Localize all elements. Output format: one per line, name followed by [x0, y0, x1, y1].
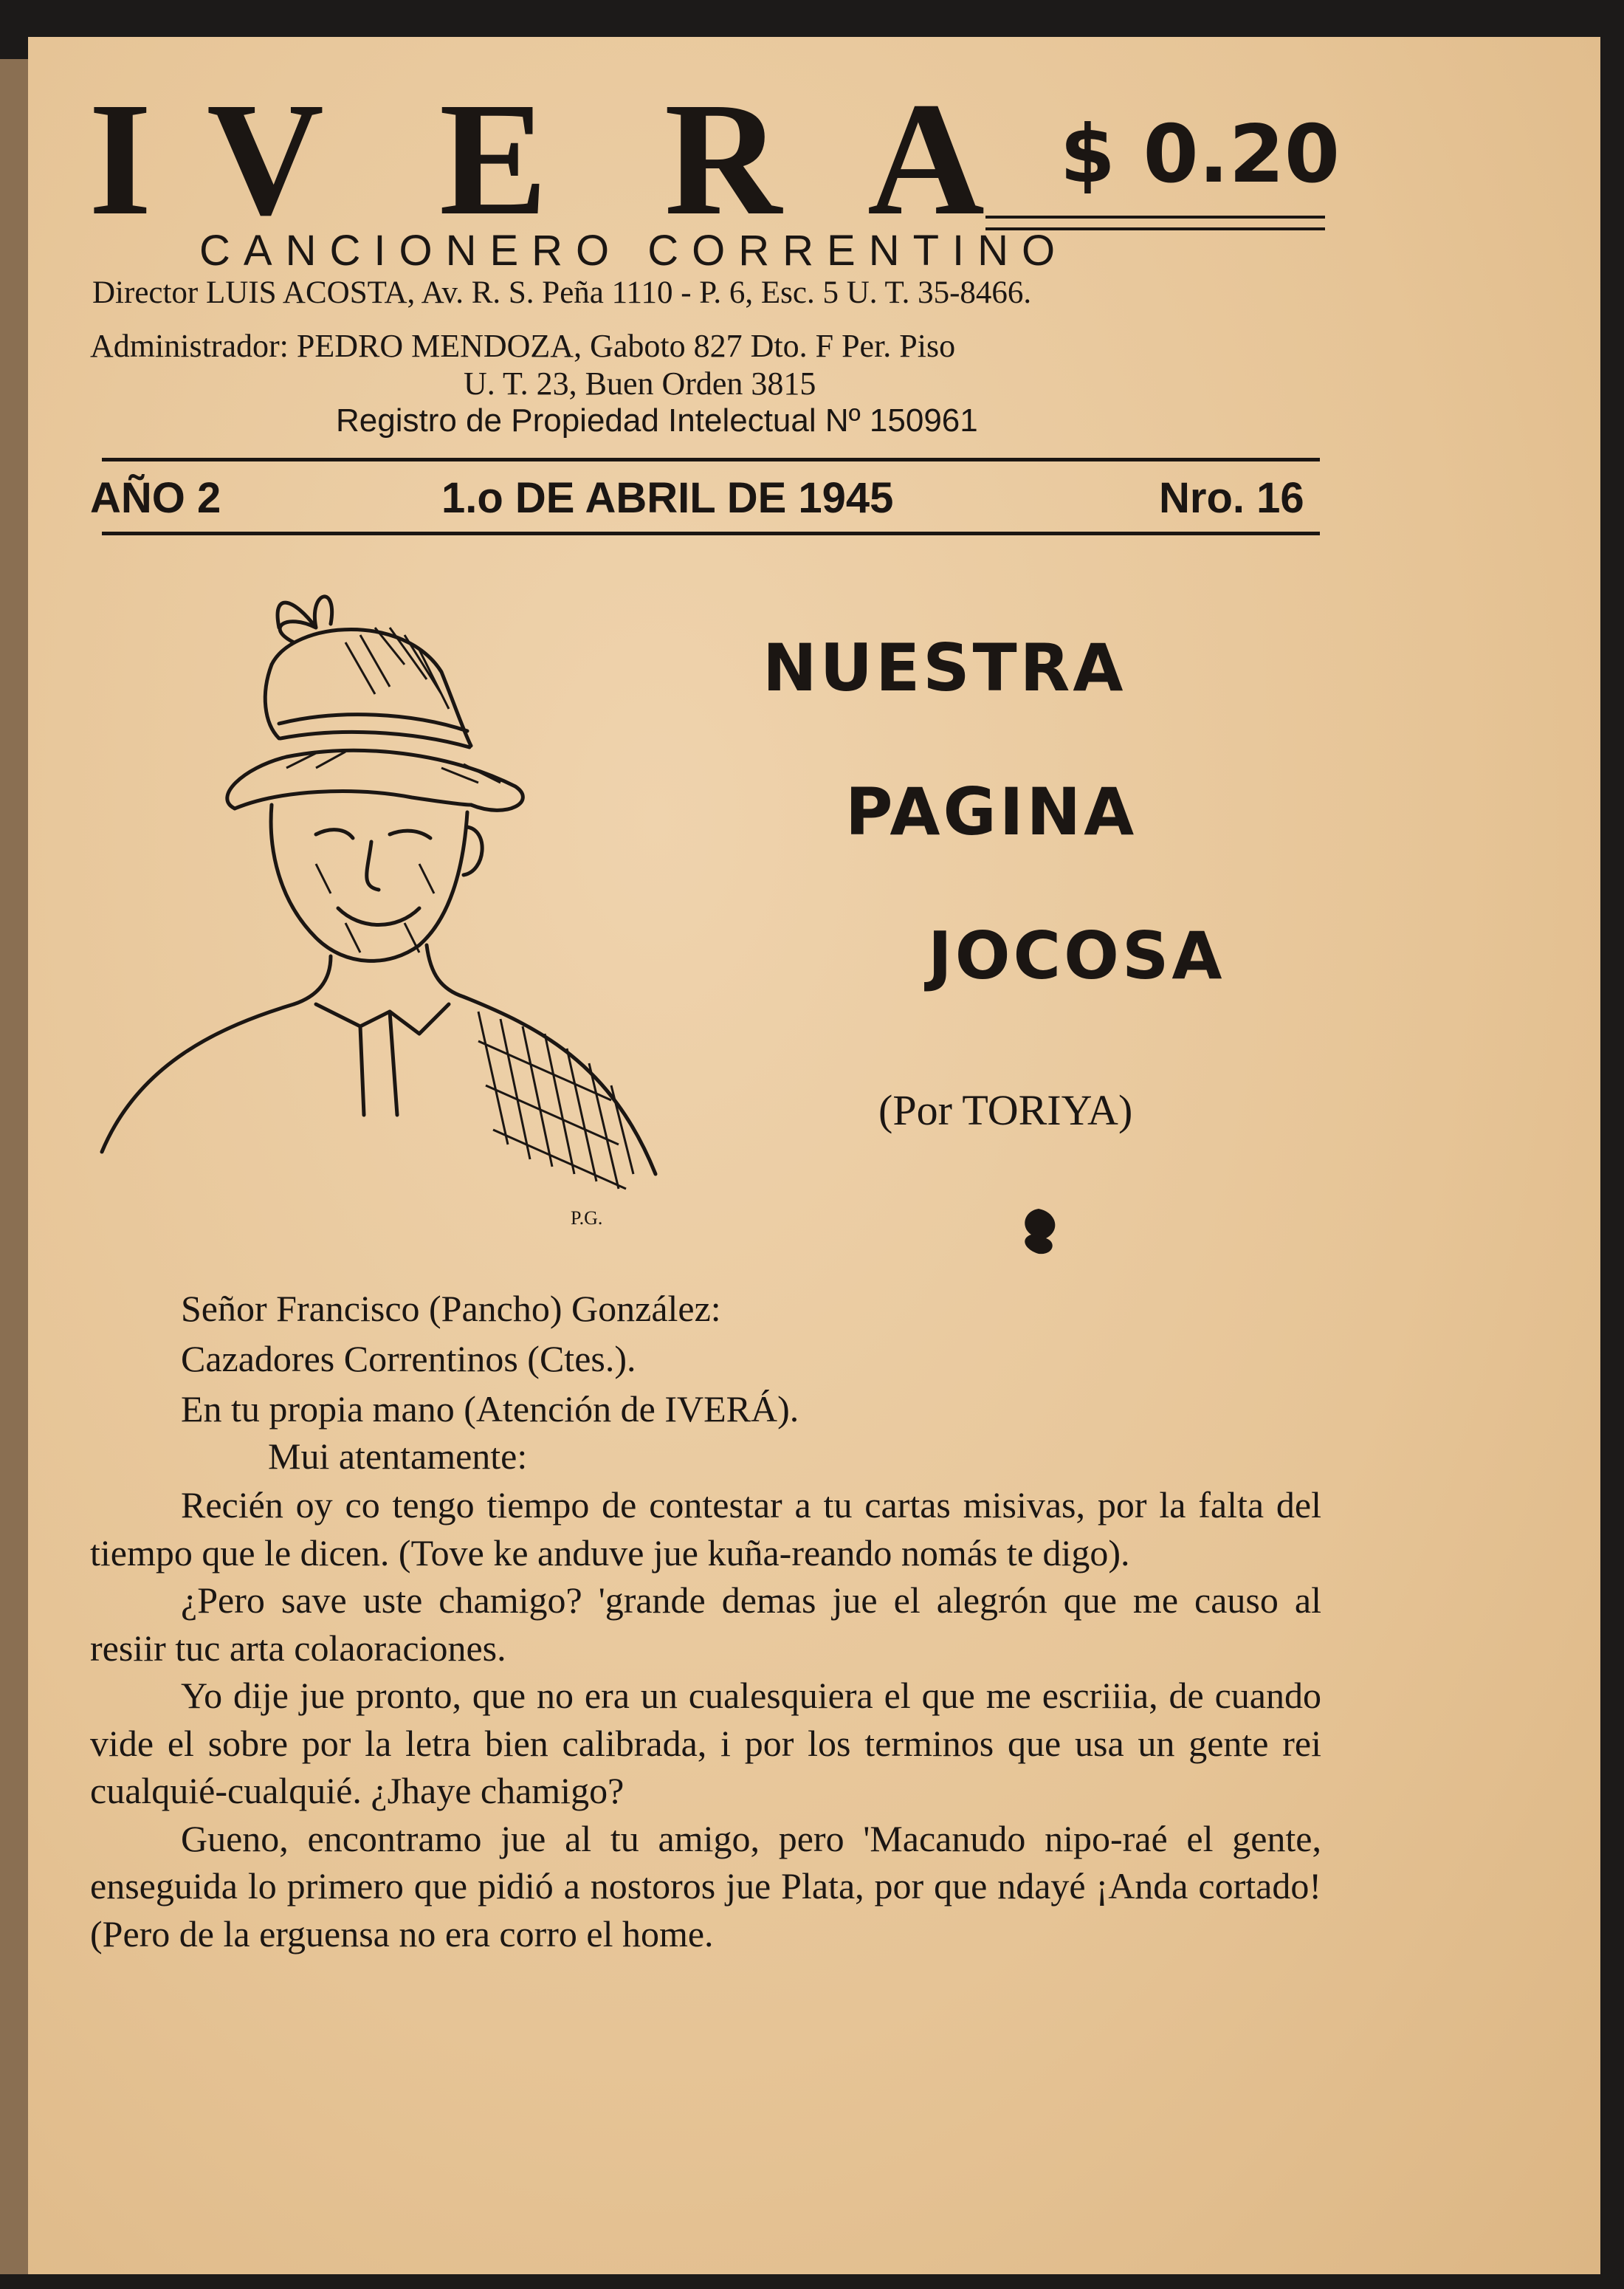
registro-line: Registro de Propiedad Intelectual Nº 150961: [336, 402, 978, 439]
paragraph: Yo dije jue pronto, que no era un cualesquiera el que me escriiia, de cuando vide el sobre por la letra bien calibrada, i por los terminos que usa un gente rei cualquié-cualquié. ¿Jhaye chamigo?: [90, 1675, 1321, 1811]
director-line: Director LUIS ACOSTA, Av. R. S. Peña 1110 - P. 6, Esc. 5 U. T. 35-8466.: [92, 275, 1032, 310]
administrador-line: Administrador: PEDRO MENDOZA, Gaboto 827 Dto. F Per. Piso: [90, 328, 956, 364]
address-line: En tu propia mano (Atención de IVERÁ).: [181, 1388, 799, 1430]
fleuron-icon: [1013, 1205, 1064, 1257]
binding-spine: [0, 59, 28, 2274]
title-letter: V: [207, 69, 324, 249]
header-rule-top: [102, 458, 1320, 461]
paragraph: Gueno, encontramo jue al tu amigo, pero 'Macanudo nipo-raé el gente, enseguida lo primero que pidió a nostoros jue Plata, por que ndayé ¡Anda cortado! (Pero de la erguensa no era corro el home.: [90, 1817, 1321, 1955]
title-letter: R: [664, 69, 782, 249]
masthead-subtitle: CANCIONERO CORRENTINO: [199, 227, 1069, 275]
issue-number: Nro. 16: [1159, 474, 1304, 522]
letter-body: [90, 1481, 1321, 1957]
title-letter: I: [89, 69, 152, 249]
paragraph: ¿Pero save uste chamigo? 'grande demas jue el alegrón que me causo al resiir tuc arta colaoraciones.: [90, 1579, 1321, 1669]
phone-line: U. T. 23, Buen Orden 3815: [464, 366, 816, 402]
address-line: Cazadores Correntinos (Ctes.).: [181, 1338, 636, 1379]
issue-year: AÑO 2: [90, 474, 221, 522]
title-letter: E: [439, 69, 548, 249]
paragraph: Recién oy co tengo tiempo de contestar a tu cartas misivas, por la falta del tiempo que le dicen. (Tove ke anduve jue kuña-reando nomás te digo).: [90, 1484, 1321, 1574]
headline-line-1: NUESTRA: [763, 630, 1126, 706]
issue-date: 1.o DE ABRIL DE 1945: [441, 474, 894, 522]
headline-line-3: JOCOSA: [928, 918, 1225, 994]
illustration-signature: P.G.: [571, 1207, 603, 1229]
header-rule-bottom: [102, 532, 1320, 535]
price-label: $ 0.20: [1059, 109, 1340, 201]
gaucho-portrait-illustration: [94, 583, 737, 1233]
article-byline: (Por TORIYA): [878, 1086, 1133, 1134]
salutation-line: Mui atentamente:: [268, 1435, 528, 1477]
headline-line-2: PAGINA: [845, 774, 1138, 850]
title-letter: A: [867, 69, 985, 249]
address-line: Señor Francisco (Pancho) González:: [181, 1288, 721, 1329]
